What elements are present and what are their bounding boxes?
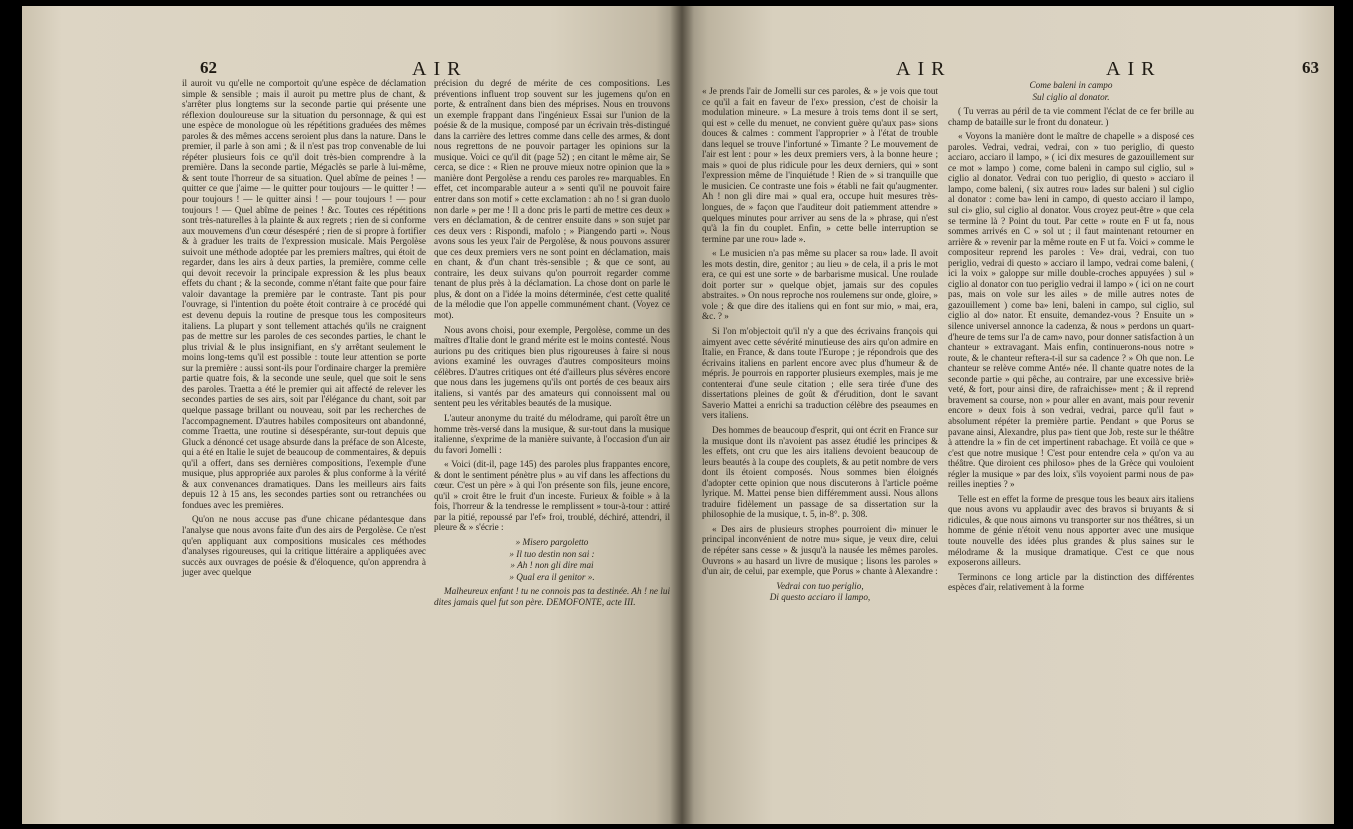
verse-block [434,537,670,582]
verse-line: Di questo acciaro il lampo, [769,592,871,603]
verse-line: » Ah ! non gli dire mai [510,560,594,571]
paragraph: L'auteur anonyme du traité du mélodrame, qui paroît être un homme très-versé dans la musique, & sur-tout dans la musique italienne, s'exprime de la manière suivante, à l'occasion d'un air du favori Jomelli : [434,412,670,455]
verse-block [702,581,938,603]
verse-line: Come baleni in campo [1029,80,1113,90]
left-column-1 [182,78,426,818]
page-number-left: 62 [200,58,217,77]
paragraph: Si l'on m'objectoit qu'il n'y a que des écrivains françois qui aimyent avec cette sévérité minutieuse des airs qu'on admire en Italie, en France, & dans toute l'Europe ; je répondrois que des écrivains italiens en parlent encore avec plus d'humeur & de mépris. Je pourrois en rapporter plusieurs exemples, mais je me contenterai d'une seule citation ; elle sera tirée d'une des dissertations pleines de goût & d'érudition, dont le savant Saverio Mattei a enrichi sa traduction célèbre des pseaumes en vers italiens. [702,326,938,421]
verse-line: » Misero pargoletto [515,536,589,547]
paragraph: « Voyons la manière dont le maître de chapelle » a disposé ces paroles. Vedrai, vedrai, vedrai, con » tuo periglio, di questo acciaro, acciaro il lampo, » ( ici dix mesures de gazouillement sur ce mot » lampo ) come, come baleni in campo sul ciglio, sul » ciglio al donator. Vedrai con tuo periglio, di questo » acciaro il lampo, come baleni, ( six autres rou» lades sur baleni ) sul ciglio al donator : come ba» leni in campo, di questo acciaro il lampo, sul ci» glio, sul ciglio al donator. Vous croyez peut-être » que cela se termine là ? Point du tout. Par cette » route en F ut fa, nous sommes arrivés en C » sol ut ; il faut maintenant retourner en arrière & » revenir par la même route en F ut fa. Voici » comme le compositeur reprend les paroles : Ve» drai, vedrai, con tuo periglio, vedrai di questo » acciaro il lampo, vedrai come baleni, ( ici la voix » galoppe sur mille double-croches appuyées ) sul » ciglio al donator con tuo periglio vedrai il lampo » ( ici on ne court pas, mais on vole sur les ailes » de mille autres notes de gazouillement ) come ba» leni, baleni in campo, sul ciglio, sul ciglio al do» nator. Et ensuite, demandez-vous ? Ensuite un » silence universel annonce la cadenza, & nous » perdons un quart-d'heure de tems sur l'a de cam» navo, pour donner satisfaction à un chanteur » extravagant. Mais enfin, continuerons-nous notre » route, & le chanteur reftera-t-il sur sa cadence ? » Oh que non. Le chanteur se relève comme Anté» née. Il chante quatre notes de la seconde partie » qui pêche, au contraire, par une excessive briè» veté, & fort, pour ainsi dire, de rafraichisse» ment ; & il reprend bravement sa course, non » pour aller en avant, mais pour revenir encore » deux fois à son vedrai, vedrai, parce qu'il faut » absolument répéter la première partie. Pendant » que Porus se pavane ainsi, Alexandre, plus pa» tient que Job, reste sur le théâtre à attendre la » fin de cet impertinent rabachage. Et voilà ce que » c'est que notre musique ! C'est pour entendre cela » qu'on va au théâtre. Que diroient ces philoso» phes de la Grèce qui vouloient régler la musique » par des loix, s'ils voyoient parmi nous de pa» reilles inepties ? » [948,131,1194,490]
book-spread [22,6,1334,824]
paragraph: Des hommes de beaucoup d'esprit, qui ont écrit en France sur la musique dont ils n'avoient pas assez étudié les principes & les effets, ont cru que les airs italiens devoient beaucoup de leurs beautés à la coupe des couplets, & au petit nombre de vers dont ils étoient composés. Nous sommes bien éloignés d'adopter cette opinion que nous discuterons à l'article poëme lyrique. M. Mattei pense bien différemment aussi. Nous allons traduire fidèlement un passage de sa dissertation sur la philosophie de la musique, t. 5, in-8°. p. 308. [702,424,938,520]
paragraph: Terminons ce long article par la distinction des différentes espèces d'air, relativement à la forme [948,571,1194,593]
verse-line: » Qual era il genitor ». [509,571,595,582]
paragraph: précision du degré de mérite de ces compositions. Les préventions influent trop souvent sur les jugemens qu'on en porte, & entraînent dans bien des méprises. Nous en trouvons un exemple frappant dans l'ingénieux Essai sur l'union de la poésie & de la musique, composé par un écrivain très-distingué dans la carrière des lettres comme dans celle des armes, & dont nous regrettons de ne pouvoir partager les opinions sur la musique. Voici ce qu'il dit (page 52) ; en citant le même air, Se cerca, se dice : « Rien ne prouve mieux notre opinion que la » manière dont Pergolèse a rendu ces paroles re» marquables. En effet, cet incomparable auteur a » senti qu'il ne pouvoit faire entrer dans son motif » cette exclamation : ah no ! si gran duolo non darle » per me ! Il a donc pris le parti de mettre ces deux » vers en déclamation, & de centrer ensuite dans » son sujet par ces deux vers : Rispondi, mafolo ; » Piangendo parti ». Nous avons sous les yeux l'air de Pergolèse, & nous pouvons assurer que ces deux premiers vers ne sont point en déclamation, mais en chant, & d'un chant très-sensible ; & que ce sont, au contraire, les deux suivans qu'on pourroit regarder comme tenant de plus près à la déclamation. La chose dont on parle le plus, & dont on a l'idée la moins déterminée, c'est cette qualité de la mélodie que l'on appelle communément chant. (Voyez ce mot). [434,78,670,321]
right-page [682,6,1334,824]
verse-block [948,80,1194,102]
verse-line: Vedrai con tuo periglio, [776,580,864,591]
paragraph: « Voici (dit-il, page 145) des paroles plus frappantes encore, & dont le sentiment pénètre plus » au vif dans les affections du cœur. C'est un père » à qui l'on présente son fils, jeune encore, qu'il » croit être le fruit d'un inceste. Furieux & foible » à la fois, l'horreur & la tendresse le remplissent » tour-à-tour : attiré par la pitié, repoussé par l'ef» froi, troublé, déchiré, attendri, il pleure & » s'écrie : [434,459,670,533]
running-title-left: AIR [412,58,468,80]
paragraph: « Je prends l'air de Jomelli sur ces paroles, & » je vois que tout ce qu'il a fait en faveur de l'ex» pression, c'est de choisir la modulation mineure. » La mesure à trois tems dont il se sert, qui est » celle du menuet, ne convient guère qu'aux pas» sions douces & calmes : comment l'approprier » à l'état de trouble dans lequel se trouve l'infortuné » Timante ? Le mouvement de l'air est lent : pour » les deux premiers vers, à la bonne heure ; mais » quoi de plus ridicule pour les deux derniers, qui » sont l'expression même de l'inquiétude ! Rien de » si tranquille que le musicien. Ce contraste une fois » établi ne fait qu'augmenter. Ah ! non gli dire mai » qual era, occupe huit mesures très-longues, de » façon que l'auditeur doit patiemment attendre » quelques minutes pour arriver au sens de la » phrase, qui n'est qu'à la fin du couplet. Enfin, » cette belle interruption se termine par une rou» lade ». [702,86,938,244]
paragraph: « Le musicien n'a pas même su placer sa rou» lade. Il avoit les mots destin, dire, genitor ; au lieu » de cela, il a pris le mot era, ce qui est une sorte » de barbarisme musical. Une roulade doit porter sur » quelque objet, jamais sur des copules abstraites. » On nous reproche nos roulemens sur onde, gloire, » vole ; & que dire des italiens qui en font sur mio, » mai, era, &c. ? » [702,248,939,322]
verse-line: Sul ciglio al donator. [1032,91,1110,102]
verse-line: » Il tuo destin non sai : [509,548,595,559]
paragraph: il auroit vu qu'elle ne comportoit qu'une espèce de déclamation simple & sensible ; mais il auroit pu mettre plus de chant, & s'arrêter plus longtems sur la seconde partie qui présente une réflexion douloureuse sur la situation du personnage, & qui est une espèce de monologue où les répétitions graduées des mêmes paroles & des mêmes accens seroient plus dans la nature. Dans le premier, il parle à son ami ; & il n'est pas trop convenable de lui répéter plusieurs fois ce qu'il doit très-bien comprendre à la première. Dans la seconde partie, Mégaclès se parle à lui-même, & sent toute l'horreur de sa situation. Quel abîme de peines ! — quitter ce que j'aime — le quitter pour toujours — le quitter ! — pour toujours ! — le quitter ainsi ! — pour toujours ! — pour toujours ! — Quel abîme de peines ! &c. Toutes ces répétitions sont très-naturelles à la plainte & aux regrets ; rien de si conforme aux mouvemens d'un cœur désespéré ; rien de si propre à fortifier & à graduer les traits de l'expression musicale. Mais Pergolèse suivoit une méthode adoptée par les premiers maîtres, qui étoit de regarder, dans les airs à deux parties, la première, comme celle qui devoit recevoir la principale expression & les plus beaux effets du chant ; & la seconde, comme n'étant faite que pour faire valoir davantage la première par le contraste. Tant pis pour l'ouvrage, si l'intention du poëte étoit contraire à ce procédé qui est devenu depuis la routine de presque tous les compositeurs italiens. La plupart y sont tellement attachés qu'ils ne craignent pas de mettre sur les paroles de ces secondes parties, le chant le plus trivial & le plus insignifiant, en s'y arrêtant seulement le moins long-tems qu'il est possible : toute leur attention se porte sur la première : aussi sont-ils pour l'ordinaire charger la première partie quatre fois, & la seconde une seule, quel que soit le sens des paroles. Traetta a été le premier qui ait affecté de relever les secondes parties de ses airs, soit par l'élégance du chant, soit par quelque passage brillant ou nouveau, soit par les recherches de l'accompagnement. D'autres habiles compositeurs ont abandonné, comme Traetta, une routine si désespérante, sur-tout depuis que Gluck a dénoncé cet usage absurde dans la préface de son Alceste, qui a été en Italie le sujet de beaucoup de commentaires, & depuis qu'il a offert, dans ses dernières compositions, l'exemple d'une musique, plus appropriée aux paroles & plus conforme à la vérité & aux convenances dramatiques. Dans les meilleurs airs faits depuis 12 à 15 ans, les secondes parties sont ou retranchées ou fondues avec les premières. [182,78,426,510]
paragraph: ( Tu verras au péril de ta vie comment l'éclat de ce fer brille au champ de bataille sur le front du donateur. ) [948,106,1194,127]
left-column-2 [434,78,670,818]
running-title-right: AIR [896,58,952,80]
paragraph: Nous avons choisi, pour exemple, Pergolèse, comme un des maîtres d'Italie dont le grand mérite est le moins contesté. Nous aurions pu des critiques bien plus rigoureuses à faire si nous avions examiné les ouvrages d'autres compositeurs moins célèbres. D'autres critiques ont été d'ailleurs plus sévères encore que nous dans les jugemens qu'ils ont portés de ces beaux airs italiens, si vantés par des amateurs qui connoissent mal ou sentent peu les véritables beautés de la musique. [434,324,670,409]
paragraph: « Des airs de plusieurs strophes pourroient di» minuer le principal inconvénient de notre mu» sique, je veux dire, celui de répéter sans cesse » & jusqu'à la nausée les mêmes paroles. Ouvrons » au hasard un livre de musique ; lisons les paroles » d'un air, de celui, par exemple, que Porus » chante à Alexandre : [702,523,938,577]
page-number-right: 63 [1302,58,1319,77]
running-title-right-2: AIR [1106,58,1162,80]
left-page [22,6,682,824]
paragraph: Telle est en effet la forme de presque tous les beaux airs italiens que nous avons vu applaudir avec des bravos si bruyants & si ridicules, & que nous aimons vu transporter sur nos théâtres, si un homme de génie n'étoit venu nous apporter avec une musique toute nouvelle des idées plus grandes & plus saines sur le mélodrame & la musique dramatique. C'est ce que nous exposerons ailleurs. [948,493,1194,568]
paragraph: Malheureux enfant ! tu ne connois pas ta destinée. Ah ! ne lui dites jamais quel fut son père. DEMOFONTE, acte III. [434,586,670,607]
paragraph: Qu'on ne nous accuse pas d'une chicane pédantesque dans l'analyse que nous avons faite d'un des airs de Pergolèse. Ce n'est qu'en appliquant aux compositions musicales ces méthodes d'analyses rigoureuses, qui la critique littéraire a appliquées avec succès aux ouvrages de poésie & d'éloquence, qu'on apprendra à juger avec quelque [182,514,426,578]
book-gutter [670,6,694,824]
right-column-1 [702,86,938,816]
right-column-2 [948,76,1194,816]
